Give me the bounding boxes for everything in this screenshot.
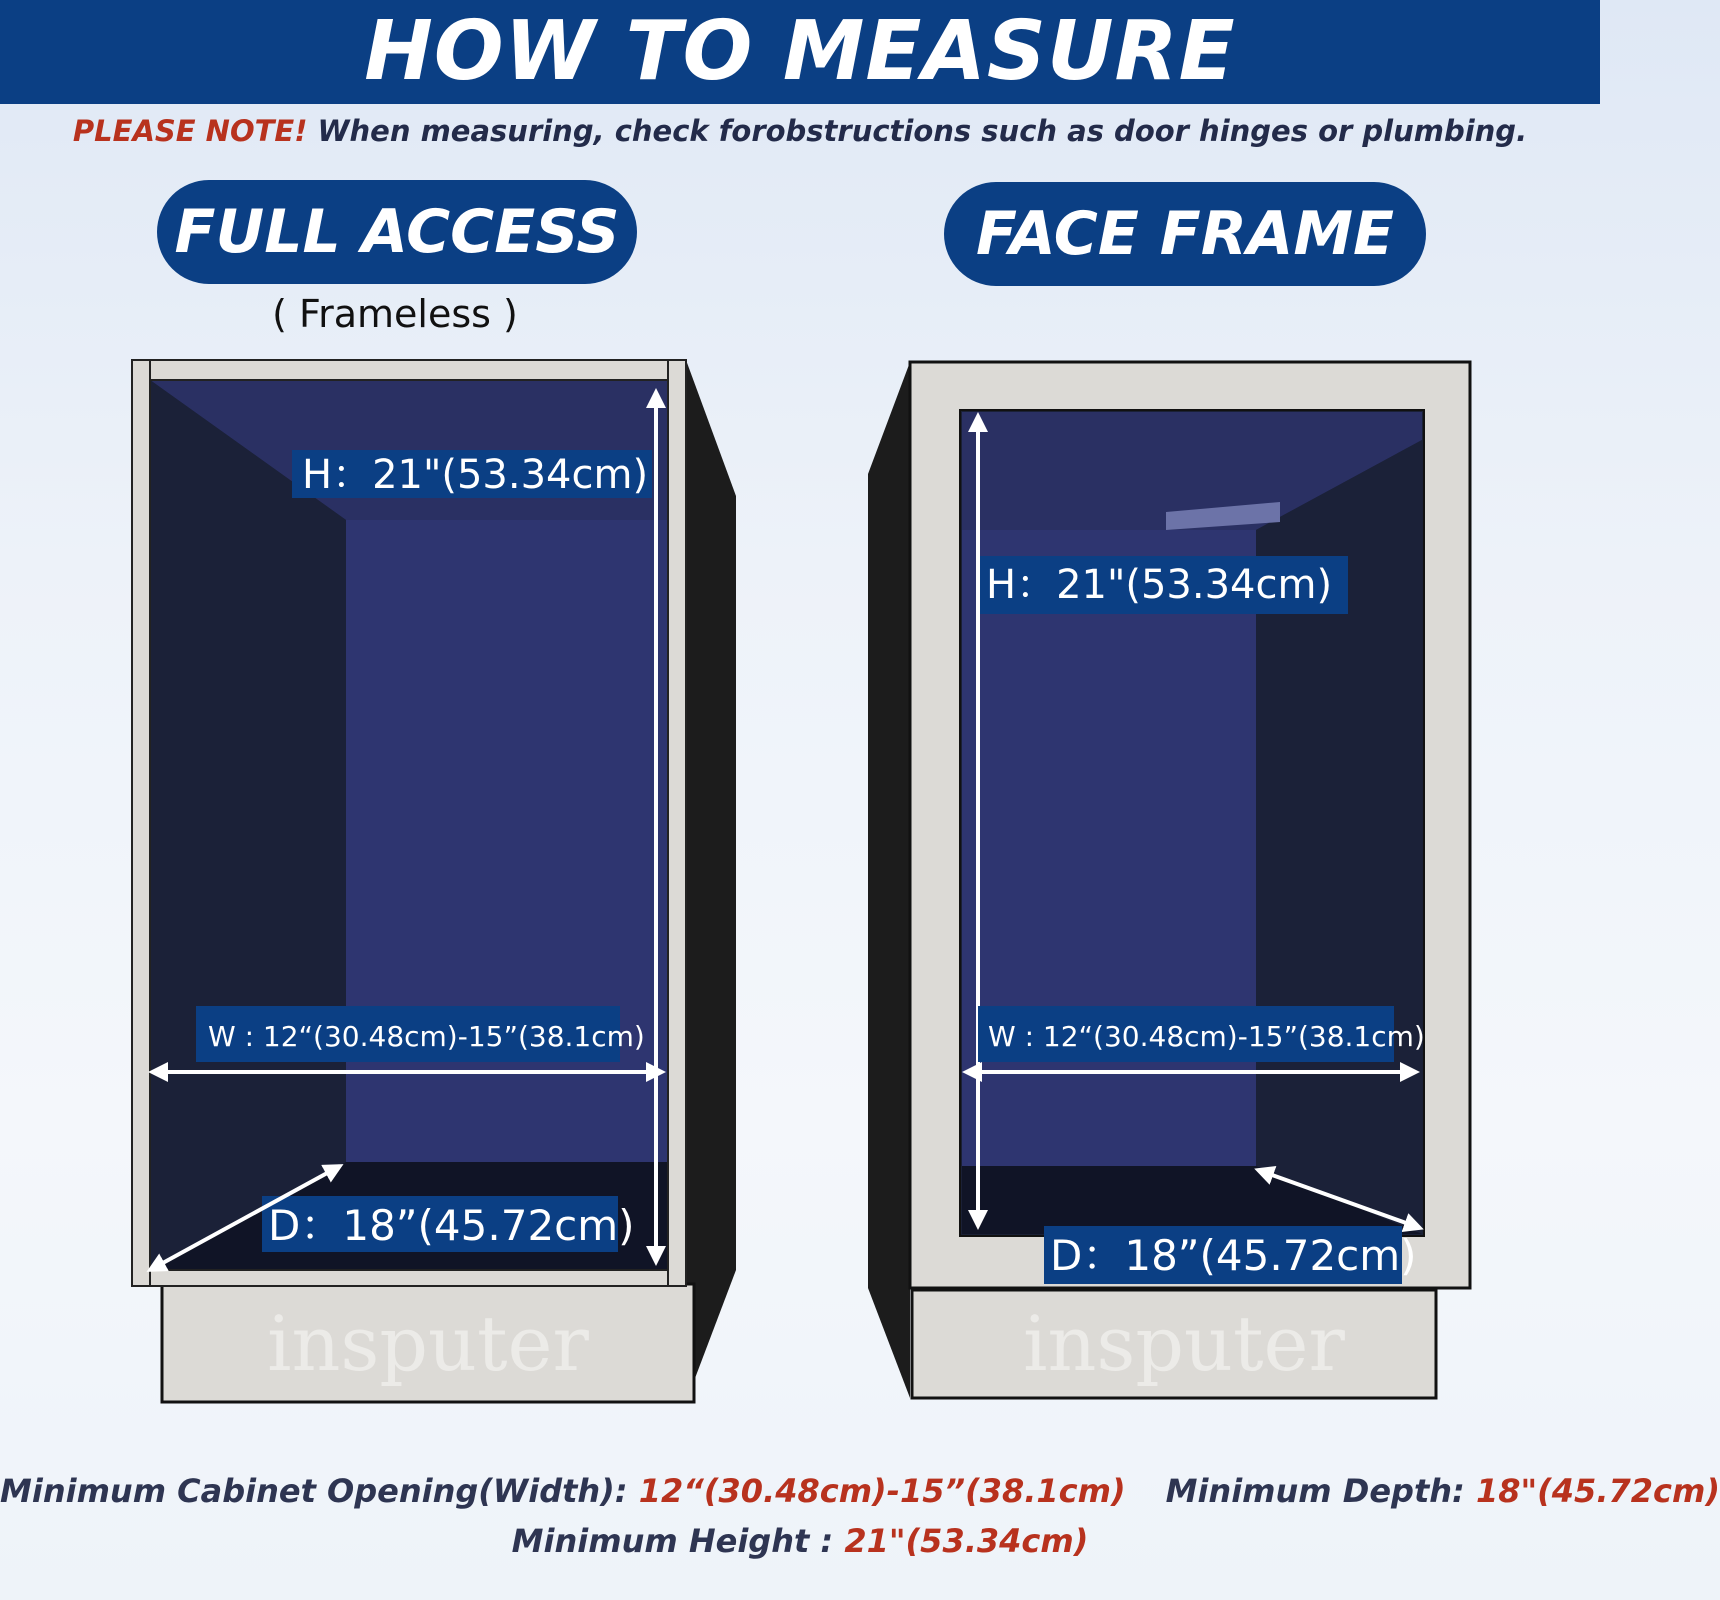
full-access-width-label: W : 12“(30.48cm)-15”(38.1cm) — [208, 1020, 645, 1053]
footer-line-1 — [0, 1472, 1720, 1510]
footer-width-value: 12“(30.48cm)-15”(38.1cm) — [638, 1472, 1126, 1510]
full-access-depth-label: D：18”(45.72cm) — [268, 1201, 635, 1250]
page-title: HOW TO MEASURE — [364, 4, 1236, 99]
note-text: When measuring, check forobstructions such as door hinges or plumbing. — [307, 114, 1528, 148]
full-access-height-label: H：21"(53.34cm) — [302, 452, 649, 498]
face-frame-depth-label: D：18”(45.72cm) — [1050, 1231, 1417, 1280]
note-label: PLEASE NOTE! — [72, 114, 308, 148]
footer-height-value: 21"(53.34cm) — [844, 1522, 1089, 1560]
footer-height-label: Minimum Height : — [511, 1522, 845, 1560]
footer-depth-value: 18"(45.72cm) — [1475, 1472, 1720, 1510]
face-frame-side-panel — [868, 362, 910, 1398]
face-frame-width-label: W : 12“(30.48cm)-15”(38.1cm) — [988, 1020, 1425, 1053]
full-access-title: FULL ACCESS — [174, 197, 620, 267]
full-access-subtitle: ( Frameless ) — [272, 292, 518, 336]
face-frame-watermark: insputer — [1023, 1299, 1345, 1388]
footer-depth-label: Minimum Depth: — [1165, 1472, 1476, 1510]
full-access-watermark: insputer — [267, 1299, 589, 1388]
footer-width-label: Minimum Cabinet Opening(Width): — [0, 1472, 639, 1510]
face-frame-title: FACE FRAME — [975, 199, 1395, 269]
footer-line-2 — [0, 1522, 1600, 1560]
face-frame-height-label: H：21"(53.34cm) — [986, 562, 1333, 608]
